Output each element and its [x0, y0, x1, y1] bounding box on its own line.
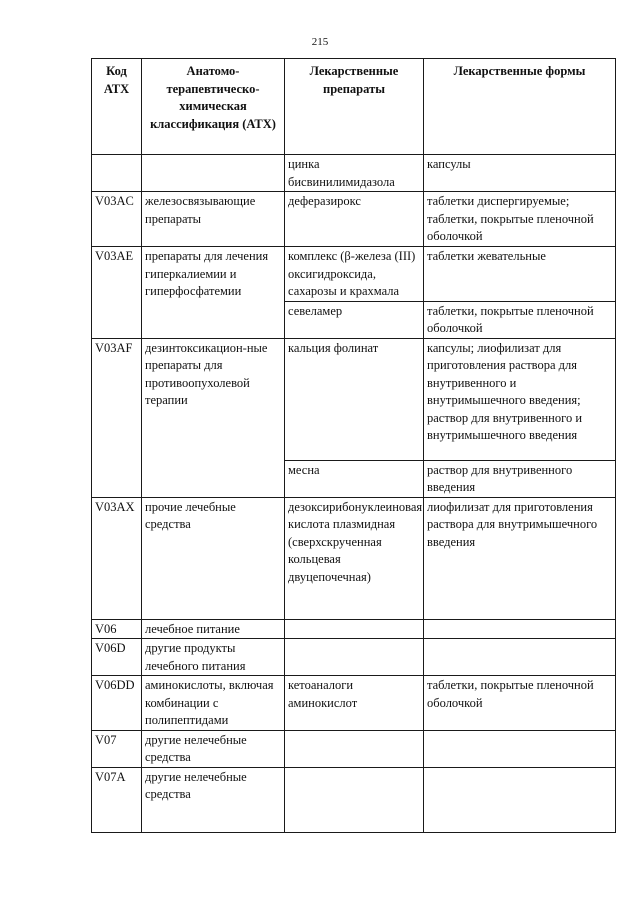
atx-name-cell	[142, 155, 285, 192]
table-row	[92, 767, 616, 832]
table-header-row	[92, 59, 616, 155]
form-cell: раствор для внутривенного введения	[424, 460, 616, 497]
atx-name-cell: другие нелечебные средства	[142, 730, 285, 767]
table-row	[92, 247, 616, 302]
atx-code-cell: V07	[92, 730, 142, 767]
drug-cell: деферазирокс	[285, 192, 424, 247]
form-cell	[424, 730, 616, 767]
table-row	[92, 192, 616, 247]
atx-name-cell: железосвязывающие препараты	[142, 192, 285, 247]
atx-code-cell: V06D	[92, 639, 142, 676]
atx-code-cell: V03AF	[92, 338, 142, 497]
table-row	[92, 676, 616, 731]
table-row	[92, 619, 616, 639]
form-cell	[424, 767, 616, 832]
drug-cell: севеламер	[285, 301, 424, 338]
drug-cell	[285, 730, 424, 767]
atx-name-cell: аминокислоты, включая комбинации с полипептидами	[142, 676, 285, 731]
drug-cell: цинка бисвинилимидазола	[285, 155, 424, 192]
drug-cell	[285, 639, 424, 676]
header-atx-classification: Анатомо-терапевтическо-химическая классификация (АТХ)	[142, 59, 285, 155]
atx-table	[91, 58, 616, 833]
table-row	[92, 497, 616, 619]
atx-name-cell: другие нелечебные средства	[142, 767, 285, 832]
atx-code-cell: V03AC	[92, 192, 142, 247]
form-cell: таблетки, покрытые пленочной оболочкой	[424, 301, 616, 338]
form-cell: таблетки, покрытые пленочной оболочкой	[424, 676, 616, 731]
form-cell	[424, 639, 616, 676]
drug-cell	[285, 767, 424, 832]
table-row	[92, 338, 616, 460]
drug-cell: месна	[285, 460, 424, 497]
atx-code-cell	[92, 155, 142, 192]
form-cell	[424, 619, 616, 639]
atx-code-cell: V07A	[92, 767, 142, 832]
form-cell: капсулы	[424, 155, 616, 192]
atx-name-cell: дезинтоксикацион-ные препараты для противоопухолевой терапии	[142, 338, 285, 497]
form-cell: таблетки диспергируемые; таблетки, покрытые пленочной оболочкой	[424, 192, 616, 247]
atx-name-cell: другие продукты лечебного питания	[142, 639, 285, 676]
page-number: 215	[311, 36, 329, 48]
table-row	[92, 155, 616, 192]
drug-cell	[285, 619, 424, 639]
form-cell: лиофилизат для приготовления раствора для внутримышечного введения	[424, 497, 616, 619]
atx-name-cell: препараты для лечения гиперкалиемии и гиперфосфатемии	[142, 247, 285, 339]
drug-cell: комплекс (β-железа (III) оксигидроксида, сахарозы и крахмала	[285, 247, 424, 302]
atx-name-cell: прочие лечебные средства	[142, 497, 285, 619]
drug-cell: кетоаналоги аминокислот	[285, 676, 424, 731]
form-cell: капсулы; лиофилизат для приготовления раствора для внутривенного и внутримышечного введения; раствор для внутривенного и внутримышечного введения	[424, 338, 616, 460]
table-row	[92, 639, 616, 676]
form-cell: таблетки жевательные	[424, 247, 616, 302]
atx-code-cell: V03AX	[92, 497, 142, 619]
drug-cell: кальция фолинат	[285, 338, 424, 460]
header-dosage-forms: Лекарственные формы	[424, 59, 616, 155]
atx-code-cell: V06	[92, 619, 142, 639]
atx-name-cell: лечебное питание	[142, 619, 285, 639]
table-row	[92, 730, 616, 767]
atx-code-cell: V03AE	[92, 247, 142, 339]
drug-cell: дезоксирибонуклеиновая кислота плазмидная (сверхскрученная кольцевая двуцепочечная)	[285, 497, 424, 619]
header-drugs: Лекарственные препараты	[285, 59, 424, 155]
atx-code-cell: V06DD	[92, 676, 142, 731]
header-atx-code: Код АТХ	[92, 59, 142, 155]
